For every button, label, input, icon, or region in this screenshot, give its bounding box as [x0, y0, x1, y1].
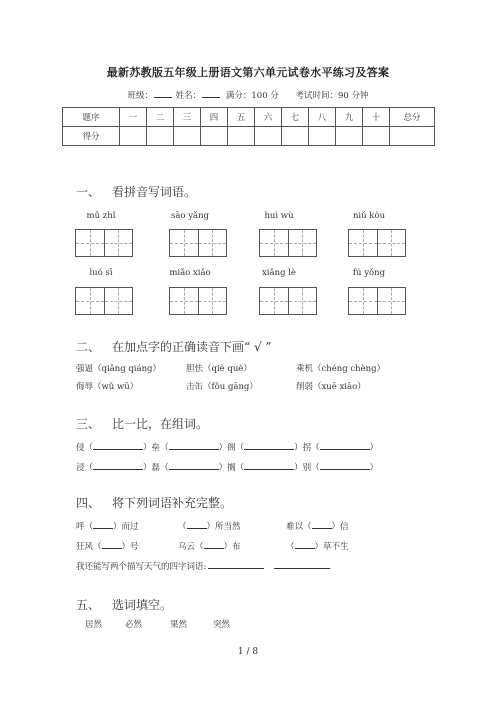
- idiom-suffix: ）草不生: [314, 542, 349, 552]
- word-option: 果然: [170, 620, 188, 630]
- score-label: 满分：100 分: [225, 91, 279, 101]
- score-header-cell: 四: [201, 108, 228, 127]
- section-2-heading: [76, 338, 272, 355]
- idiom-item: [178, 520, 241, 532]
- answer-blank[interactable]: [320, 461, 370, 470]
- pinyin-label: fú yǒng: [352, 268, 386, 278]
- pinyin-label: mǔ zhǐ: [86, 211, 116, 221]
- score-row-label: 得分: [63, 127, 120, 146]
- answer-blank[interactable]: [295, 540, 315, 549]
- pinyin-label: sāo yǎng: [170, 211, 210, 221]
- writing-grid[interactable]: [259, 287, 317, 315]
- score-cell[interactable]: [309, 127, 336, 146]
- section-title: 看拼音写词语。: [112, 185, 197, 199]
- idiom-prefix: 狂风（: [76, 542, 102, 552]
- idiom-suffix: ）所当然: [206, 522, 241, 532]
- score-cell[interactable]: [174, 127, 201, 146]
- idiom-prefix: 乌云（: [178, 542, 204, 552]
- score-table-header-row: [63, 108, 435, 127]
- reading-option[interactable]: 侮辱（wǔ wū）: [76, 382, 139, 392]
- answer-blank[interactable]: [102, 540, 122, 549]
- reading-option[interactable]: 乘机（chéng chèng）: [296, 364, 386, 374]
- answer-blank[interactable]: [204, 540, 224, 549]
- idiom-prefix: （: [286, 542, 295, 552]
- score-header-cell: 五: [228, 108, 255, 127]
- character: 磊: [151, 463, 161, 473]
- section-title: 选词填空。: [112, 598, 173, 612]
- writing-grid[interactable]: [75, 287, 133, 315]
- weather-words-prompt: 我还能写两个描写天气的四字词语:: [76, 562, 207, 572]
- reading-option[interactable]: 胆怯（qiè què）: [186, 364, 252, 374]
- writing-grid[interactable]: [348, 287, 406, 315]
- score-cell[interactable]: [363, 127, 390, 146]
- page-number: 1 / 8: [237, 647, 259, 657]
- reading-option[interactable]: 削弱（xuē xiāo）: [296, 382, 366, 392]
- section-title: 将下列词语补充完整。: [112, 496, 233, 510]
- score-cell[interactable]: [255, 127, 282, 146]
- section-number: 四、: [76, 496, 101, 510]
- section-1-heading: [76, 183, 196, 200]
- word-option: 居然: [85, 620, 103, 630]
- score-table-score-row: [63, 127, 435, 146]
- character: 浸: [76, 463, 85, 473]
- score-cell[interactable]: [120, 127, 147, 146]
- name-label: 姓名：: [175, 91, 202, 101]
- page-title: 最新苏教版五年级上册语文第六单元试卷水平练习及答案: [106, 66, 390, 79]
- answer-blank[interactable]: [244, 461, 294, 470]
- word-option: 必然: [125, 620, 143, 630]
- writing-grid[interactable]: [75, 229, 133, 257]
- answer-blank[interactable]: [169, 441, 219, 450]
- word-group-row: 侵（ ）垒（ ）阁（ ）拐（ ）: [76, 443, 379, 453]
- answer-blank[interactable]: [208, 560, 264, 569]
- section-number: 二、: [76, 340, 101, 354]
- pinyin-label: niǔ kòu: [352, 211, 386, 221]
- answer-blank[interactable]: [312, 520, 332, 529]
- character: 垒: [151, 443, 161, 453]
- idiom-suffix: ）号: [121, 542, 139, 552]
- class-blank[interactable]: [154, 89, 172, 98]
- score-header-cell: 十: [363, 108, 390, 127]
- answer-blank[interactable]: [244, 441, 294, 450]
- section-title: 在加点字的正确读音下画“ √ ”: [112, 340, 272, 354]
- character: 别: [302, 463, 312, 473]
- answer-blank[interactable]: [274, 560, 330, 569]
- score-cell[interactable]: [228, 127, 255, 146]
- idiom-prefix: （: [178, 522, 187, 532]
- score-cell[interactable]: [201, 127, 228, 146]
- idiom-suffix: ）布: [223, 542, 241, 552]
- idiom-suffix: ）信: [331, 522, 349, 532]
- section-5-heading: [76, 596, 172, 613]
- character: 阁: [227, 443, 236, 453]
- exam-info: [0, 89, 496, 101]
- idiom-prefix: 呼（: [76, 522, 94, 532]
- weather-words-row: [76, 560, 330, 572]
- section-number: 三、: [76, 417, 101, 431]
- section-3-heading: [76, 415, 208, 432]
- reading-option[interactable]: 击缶（fǒu gāng）: [186, 382, 258, 392]
- section-4-heading: [76, 494, 232, 511]
- score-header-cell: 二: [147, 108, 174, 127]
- character: 侵: [76, 443, 85, 453]
- idiom-item: [76, 520, 139, 532]
- character: 搁: [227, 463, 236, 473]
- score-header-cell: 三: [174, 108, 201, 127]
- score-header-cell: 六: [255, 108, 282, 127]
- section-number: 一、: [76, 185, 101, 199]
- pinyin-label: miǎo xiǎo: [169, 268, 211, 278]
- answer-blank[interactable]: [187, 520, 207, 529]
- score-header-cell: 七: [282, 108, 309, 127]
- idiom-prefix: 难以（: [286, 522, 312, 532]
- score-cell[interactable]: [282, 127, 309, 146]
- answer-blank[interactable]: [93, 441, 143, 450]
- writing-grid[interactable]: [259, 229, 317, 257]
- pinyin-label: huì wù: [264, 211, 294, 221]
- word-option: 突然: [213, 620, 231, 630]
- answer-blank[interactable]: [320, 441, 370, 450]
- pinyin-label: luó sī: [89, 268, 113, 278]
- idiom-item: [76, 540, 139, 552]
- character: 拐: [302, 443, 312, 453]
- idiom-item: [286, 540, 349, 552]
- score-cell[interactable]: [336, 127, 363, 146]
- score-header-cell: 八: [309, 108, 336, 127]
- word-group-row: 浸（ ）磊（ ）搁（ ）别（ ）: [76, 463, 379, 473]
- writing-grid[interactable]: [169, 287, 227, 315]
- score-header-cell: 九: [336, 108, 363, 127]
- writing-grid[interactable]: [169, 229, 227, 257]
- pinyin-label: xiǎng lè: [262, 268, 296, 278]
- time-label: 考试时间：90 分钟: [295, 91, 369, 101]
- class-label: 班级：: [127, 91, 153, 101]
- idiom-item: [178, 540, 241, 552]
- score-header-cell: 题序: [63, 108, 120, 127]
- answer-blank[interactable]: [169, 461, 219, 470]
- idiom-item: [286, 520, 349, 532]
- score-cell[interactable]: [147, 127, 174, 146]
- score-table: [62, 107, 435, 146]
- section-number: 五、: [76, 598, 101, 612]
- score-header-cell: 总分: [390, 108, 435, 127]
- name-blank[interactable]: [202, 89, 220, 98]
- reading-option[interactable]: 强逼（qiǎng qiáng）: [76, 364, 161, 374]
- writing-grid[interactable]: [348, 229, 406, 257]
- section-title: 比一比，在组词。: [112, 417, 209, 431]
- answer-blank[interactable]: [93, 520, 113, 529]
- answer-blank[interactable]: [93, 461, 143, 470]
- score-cell[interactable]: [390, 127, 435, 146]
- score-header-cell: 一: [120, 108, 147, 127]
- idiom-suffix: ）而过: [113, 522, 139, 532]
